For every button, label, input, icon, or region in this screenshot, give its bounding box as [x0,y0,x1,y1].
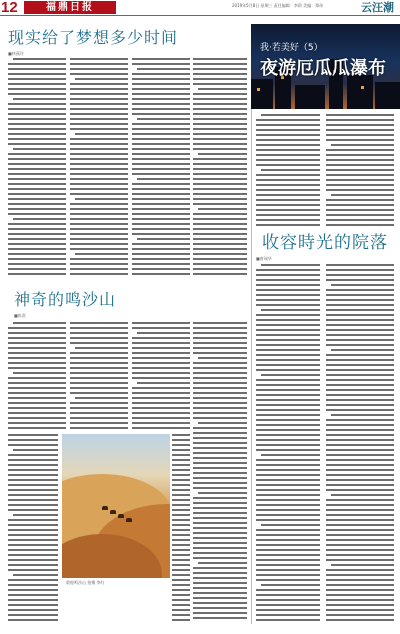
dream-byline: ■林燕玲 [8,51,24,56]
desert-text-col-3 [132,322,190,430]
photo-headline: 夜游厄瓜瓜瀑布 [260,58,386,79]
waterfall-text-col-2 [326,114,394,226]
desert-text-col-1 [8,322,66,430]
desert-photo-caption: 敦煌鸣沙山 拍摄 李红 [66,580,105,585]
newspaper-name: 福鼎日报 [24,1,116,14]
courtyard-text-col-2 [326,264,394,622]
desert-text-col-4 [193,322,247,622]
dream-text-col-2 [70,58,128,278]
section-name: 云汪潮 [361,1,394,14]
dream-text-col-1 [8,58,66,278]
desert-byline: ■陈嘉 [14,313,26,318]
dream-text-col-4 [193,58,247,278]
column-divider [251,24,252,624]
masthead [0,0,400,16]
page-number: 12 [1,0,18,16]
issue-line: 2019年5月8日 星期三 责任编辑：李莉 美编：郑伟 [232,3,324,8]
waterfall-text-col-1 [256,114,320,226]
desert-text-col-6 [172,434,190,622]
courtyard-text-col-1 [256,264,320,622]
dream-text-col-3 [132,58,190,278]
desert-article-title: 神奇的鸣沙山 [14,290,117,309]
desert-text-col-2 [70,322,128,430]
photo-tag: 我·若美好（5） [260,43,323,53]
courtyard-byline: ■唐瑞华 [256,256,272,261]
desert-text-col-5 [8,434,58,622]
dream-article-title: 现实给了梦想多少时间 [8,28,179,47]
courtyard-article-title: 收容時光的院落 [262,233,388,253]
desert-dune-photo [62,434,170,578]
